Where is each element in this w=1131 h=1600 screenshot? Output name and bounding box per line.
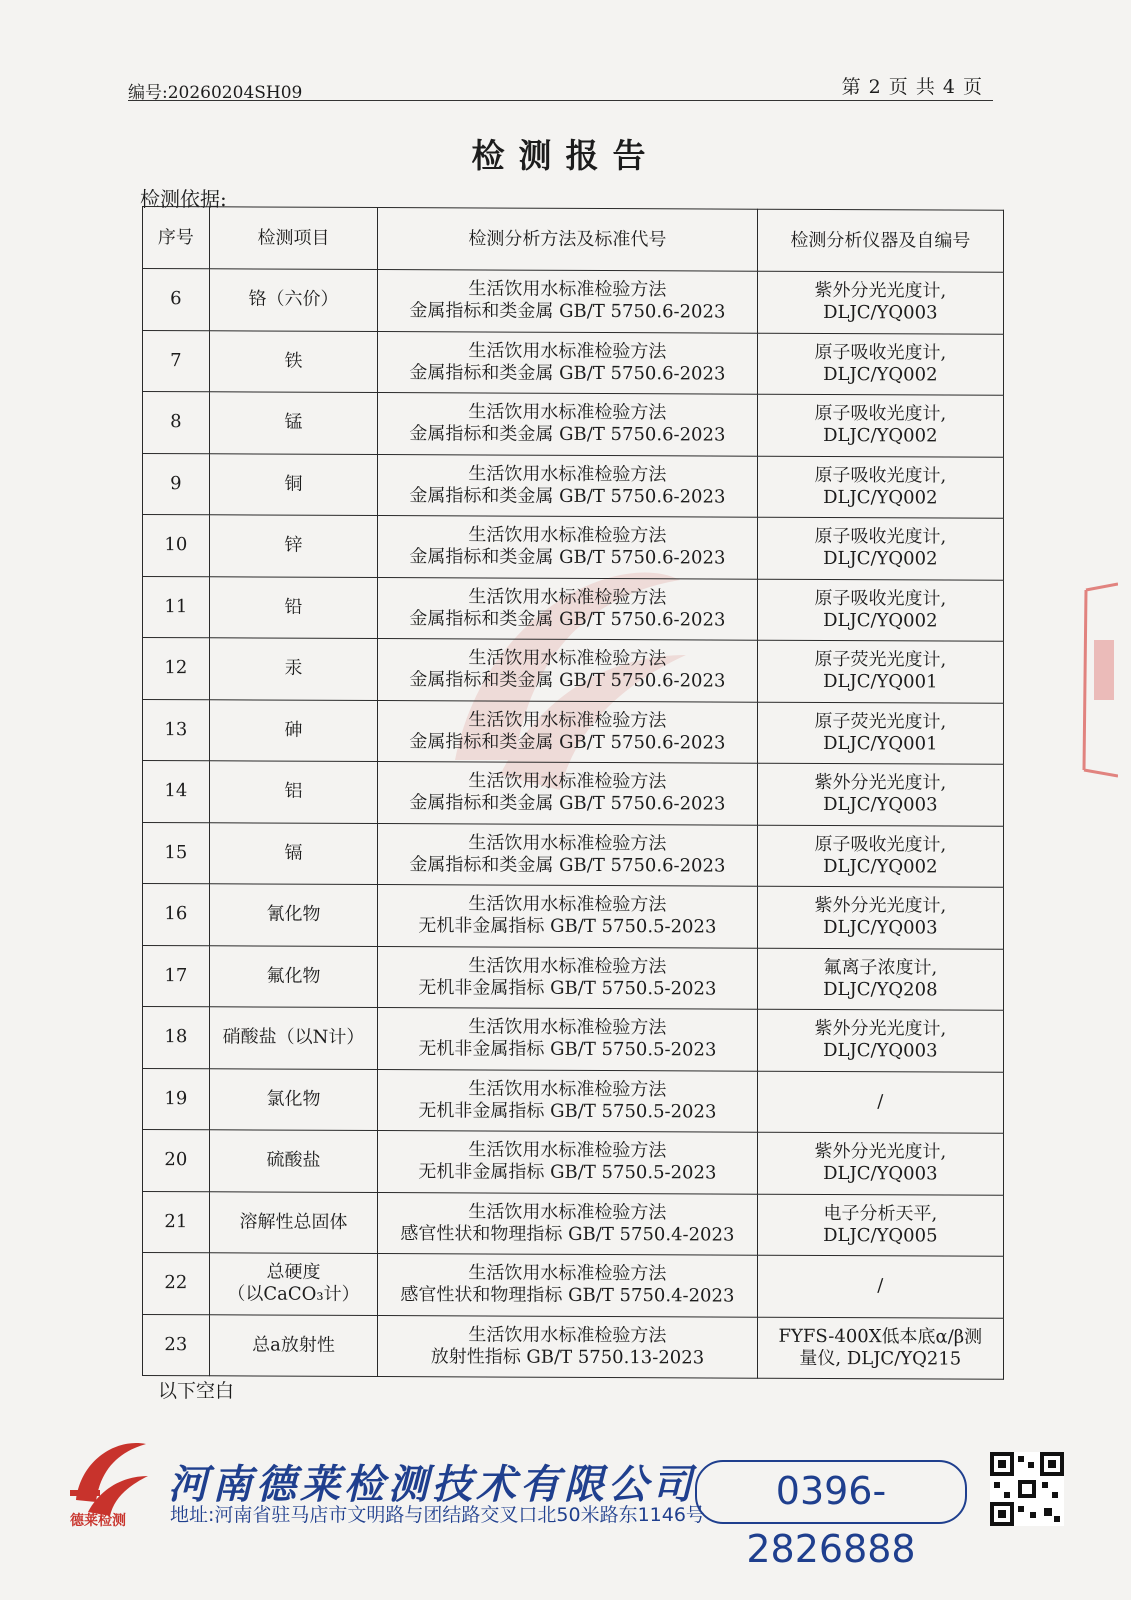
cell-instrument [757,579,1003,642]
cell-method-line: 生活饮用水标准检验方法 [468,1324,667,1347]
cell-method [378,393,757,456]
cell-instrument-line: FYFS-400X低本底α/β测 [778,1325,983,1348]
page-title: 检测报告 [471,136,660,175]
cell-method [378,946,757,1009]
col-header-item: 检测项目 [209,207,377,270]
cell-item-line: 镉 [284,842,303,864]
cell-no-line: 20 [164,1149,188,1171]
cell-instrument [757,948,1003,1011]
cell-no-line: 23 [164,1333,188,1355]
cell-no-line: 9 [170,472,182,494]
cell-method [378,700,757,763]
company-name: 河南德莱检测技术有限公司 [168,1462,696,1508]
page-info: 第 2 页 共 4 页 [841,76,983,98]
cell-instrument [757,702,1003,765]
cell-instrument [757,333,1003,396]
cell-item [209,330,377,392]
cell-instrument-line: 原子吸收光度计, [814,833,947,856]
table-row [143,1191,1004,1256]
cell-method [378,639,757,702]
cell-no [143,761,210,823]
cell-no [143,1007,210,1069]
cell-no [143,269,210,331]
cell-method [378,1315,757,1378]
cell-item [209,453,377,515]
cell-item [209,822,377,884]
cell-item-line: 汞 [284,657,303,679]
cell-method-line: 生活饮用水标准检验方法 [468,1078,667,1101]
cell-no-line: 13 [164,718,188,740]
cell-method-line: 生活饮用水标准检验方法 [468,1262,667,1285]
cell-item-line: 总a放射性 [252,1334,335,1356]
table-row [143,1130,1004,1195]
logo-text: 德莱检测 [70,1513,126,1529]
cell-no-line: 10 [164,534,188,556]
blank-below-note: 以下空白 [158,1380,235,1402]
cell-instrument [757,825,1003,888]
cell-no-line: 17 [164,964,188,986]
cell-instrument-line: 原子荧光光度计, [814,649,947,671]
cell-instrument-line: DLJC/YQ002 [823,548,938,570]
cell-method-line: 生活饮用水标准检验方法 [468,1139,667,1162]
cell-item-line: 铝 [284,780,303,802]
table-row [143,638,1004,703]
cell-item-line: 铬（六价） [248,288,339,311]
cell-instrument [757,394,1003,457]
cell-method-line: 生活饮用水标准检验方法 [468,340,667,363]
table-row [143,392,1004,457]
cell-instrument-line: DLJC/YQ002 [823,425,938,447]
table-row [143,1007,1004,1072]
cell-instrument-line: / [877,1090,884,1112]
cell-method-line: 金属指标和类金属 GB/T 5750.6-2023 [409,792,726,815]
col-header-no: 序号 [143,207,210,269]
cell-instrument-line: DLJC/YQ001 [823,671,938,693]
cell-instrument [757,1071,1003,1134]
cell-method-line: 金属指标和类金属 GB/T 5750.6-2023 [409,730,726,754]
cell-method-line: 生活饮用水标准检验方法 [468,647,667,670]
cell-item-line: 铅 [284,596,303,618]
cell-instrument [757,1255,1003,1318]
cell-instrument [757,886,1003,949]
cell-no-line: 19 [164,1087,188,1109]
cell-item [209,761,377,823]
cell-instrument-line: 氟离子浓度计, [823,956,938,979]
cell-instrument-line: 原子吸收光度计, [814,587,947,610]
cell-instrument [757,1194,1003,1257]
cell-no-line: 21 [164,1210,188,1232]
cell-method-line: 生活饮用水标准检验方法 [468,524,667,547]
cell-instrument-line: DLJC/YQ208 [823,978,938,1001]
cell-method-line: 无机非金属指标 GB/T 5750.5-2023 [418,976,717,1000]
cell-method [378,516,757,579]
cell-method-line: 金属指标和类金属 GB/T 5750.6-2023 [409,361,726,385]
cell-method-line: 生活饮用水标准检验方法 [468,832,667,855]
cell-method [378,823,757,886]
cell-method-line: 金属指标和类金属 GB/T 5750.6-2023 [409,853,726,877]
cell-item-line: 锌 [284,534,303,556]
cell-instrument-line: DLJC/YQ003 [823,917,938,939]
cell-method-line: 无机非金属指标 GB/T 5750.5-2023 [418,1038,717,1061]
cell-instrument [757,1009,1003,1072]
cell-item-line: 溶解性总固体 [239,1211,348,1233]
cell-method [378,1131,757,1194]
cell-instrument [757,456,1003,519]
qr-code-icon [990,1452,1064,1526]
cell-method-line: 无机非金属指标 GB/T 5750.5-2023 [418,915,717,938]
cell-instrument-line: / [877,1275,884,1297]
cell-no [143,1253,210,1315]
cell-no [143,392,210,454]
cell-item [209,1130,377,1192]
cell-item-line: 砷 [284,719,303,741]
cell-item [209,1253,377,1315]
cell-no-line: 12 [164,657,188,679]
cell-no [143,1130,210,1192]
col-header-instrument: 检测分析仪器及自编号 [757,209,1003,272]
cell-method-line: 生活饮用水标准检验方法 [468,401,667,424]
cell-method-line: 生活饮用水标准检验方法 [468,278,667,301]
cell-method-line: 生活饮用水标准检验方法 [468,955,667,978]
cell-item [209,884,377,946]
cell-item-line: 总硬度 [266,1261,321,1284]
table-row [143,699,1004,764]
cell-method-line: 金属指标和类金属 GB/T 5750.6-2023 [409,607,726,631]
cell-method-line: 无机非金属指标 GB/T 5750.5-2023 [418,1161,717,1184]
col-header-method: 检测分析方法及标准代号 [378,208,757,272]
cell-method-line: 生活饮用水标准检验方法 [468,1201,667,1224]
cell-instrument-line: 紫外分光光度计, [814,1141,947,1163]
cell-method-line: 生活饮用水标准检验方法 [468,586,667,609]
cell-item [209,945,377,1007]
cell-item [209,699,377,761]
cell-no-line: 8 [170,411,182,433]
cell-instrument-line: 原子吸收光度计, [814,341,947,364]
cell-item-line: 铜 [284,473,303,495]
cell-method [378,762,757,825]
cell-no [143,453,210,515]
cell-no [143,884,210,946]
cell-no-line: 11 [164,595,188,617]
cell-item [209,1007,377,1069]
cell-instrument-line: DLJC/YQ002 [823,609,938,632]
cell-instrument-line: DLJC/YQ002 [823,486,938,509]
cell-instrument [757,763,1003,826]
cell-item [209,1191,377,1253]
cell-method-line: 生活饮用水标准检验方法 [468,893,667,916]
cell-no-line: 14 [164,780,188,802]
table-row [143,822,1004,887]
cell-method [378,885,757,948]
cell-no [143,330,210,392]
table-row [143,1068,1004,1133]
cell-method [378,1254,757,1317]
cell-method-line: 金属指标和类金属 GB/T 5750.6-2023 [409,484,726,508]
cell-method-line: 金属指标和类金属 GB/T 5750.6-2023 [409,669,726,692]
cell-instrument-line: 原子吸收光度计, [814,403,947,425]
cell-method [378,270,757,333]
cell-instrument-line: DLJC/YQ005 [823,1224,938,1247]
company-phone: 0396-2826888 [695,1460,967,1524]
table-row [143,945,1004,1010]
cell-no-line: 15 [164,841,188,863]
cell-instrument [757,517,1003,580]
basis-label: 检测依据: [140,187,227,211]
cell-instrument [757,271,1003,334]
cell-item [209,515,377,577]
cell-method-line: 生活饮用水标准检验方法 [468,463,667,486]
cell-item-line: （以CaCO₃计） [227,1283,360,1306]
cell-item-line: 硝酸盐（以N计） [222,1026,365,1049]
table-header-row [143,207,1004,273]
cell-item-line: 氯化物 [266,1088,321,1110]
cell-instrument-line: DLJC/YQ003 [823,1163,938,1185]
table-body [143,269,1004,1380]
company-address: 地址:河南省驻马店市文明路与团结路交叉口北50米路东1146号 [170,1504,705,1526]
cell-instrument-line: 电子分析天平, [823,1202,938,1225]
cell-instrument-line: 紫外分光光度计, [814,895,947,917]
table-row [143,330,1004,395]
cell-no [143,699,210,761]
cell-method-line: 金属指标和类金属 GB/T 5750.6-2023 [409,300,726,323]
cell-item-line: 氰化物 [266,903,321,926]
table-row [143,576,1004,641]
cell-item [209,576,377,638]
table-row [143,453,1004,518]
cell-item-line: 氟化物 [266,965,321,987]
cell-method-line: 金属指标和类金属 GB/T 5750.6-2023 [409,423,726,446]
cell-instrument-line: 原子吸收光度计, [814,526,947,548]
cell-instrument-line: 原子荧光光度计, [814,710,947,733]
cell-method-line: 生活饮用水标准检验方法 [468,770,667,793]
cell-item-line: 铁 [284,350,303,372]
cell-method [378,454,757,517]
cell-method [378,331,757,394]
cell-instrument [757,1132,1003,1195]
cell-no [143,515,210,577]
table-row [143,269,1004,334]
table-row [143,1253,1004,1318]
cell-method-line: 生活饮用水标准检验方法 [468,1016,667,1039]
cell-item-line: 硫酸盐 [266,1149,321,1172]
cell-instrument-line: DLJC/YQ002 [823,363,938,386]
cell-item [209,1068,377,1130]
table-row [143,1314,1004,1379]
cell-method [378,577,757,640]
cell-method-line: 感官性状和物理指标 GB/T 5750.4-2023 [400,1284,735,1307]
cell-instrument-line: DLJC/YQ001 [823,732,938,755]
cell-instrument-line: 量仪, DLJC/YQ215 [799,1347,962,1370]
cell-instrument-line: DLJC/YQ003 [823,302,938,324]
cell-item [209,269,377,331]
cell-method [378,1069,757,1132]
cell-method-line: 生活饮用水标准检验方法 [468,709,667,732]
cell-instrument-line: 原子吸收光度计, [814,464,947,487]
cell-no-line: 6 [170,288,182,310]
cell-no-line: 7 [170,349,182,371]
cell-no [143,638,210,700]
cell-no-line: 18 [164,1026,188,1048]
cell-no [143,576,210,638]
cell-instrument-line: DLJC/YQ002 [823,855,938,878]
cell-item [209,392,377,454]
cell-item [209,638,377,700]
cell-instrument-line: 紫外分光光度计, [814,772,947,794]
company-logo [66,1430,150,1520]
cell-method-line: 金属指标和类金属 GB/T 5750.6-2023 [409,546,726,569]
cell-item-line: 锰 [284,411,303,433]
cell-no [143,822,210,884]
cell-method [378,1008,757,1071]
cell-instrument-line: DLJC/YQ003 [823,1040,938,1062]
cell-no [143,1068,210,1130]
cell-instrument-line: DLJC/YQ003 [823,794,938,816]
cell-no-line: 22 [164,1272,188,1294]
cell-no [143,945,210,1007]
cell-item [209,1314,377,1376]
cell-method-line: 感官性状和物理指标 GB/T 5750.4-2023 [400,1222,735,1246]
table-row [143,884,1004,949]
red-stamp-fragment [1078,580,1118,780]
cell-instrument-line: 紫外分光光度计, [814,1018,947,1040]
cell-method-line: 放射性指标 GB/T 5750.13-2023 [430,1346,705,1369]
cell-method [378,1192,757,1255]
cell-instrument [757,1317,1003,1380]
report-number: 编号:20260204SH09 [128,83,303,103]
cell-no [143,1191,210,1253]
header-divider [128,100,993,101]
table-row [143,761,1004,826]
cell-no-line: 16 [164,903,188,925]
cell-instrument-line: 紫外分光光度计, [814,280,947,302]
cell-method-line: 无机非金属指标 GB/T 5750.5-2023 [418,1099,717,1123]
method-table [142,206,1004,1380]
cell-instrument [757,640,1003,703]
table-row [143,515,1004,580]
cell-no [143,1314,210,1376]
